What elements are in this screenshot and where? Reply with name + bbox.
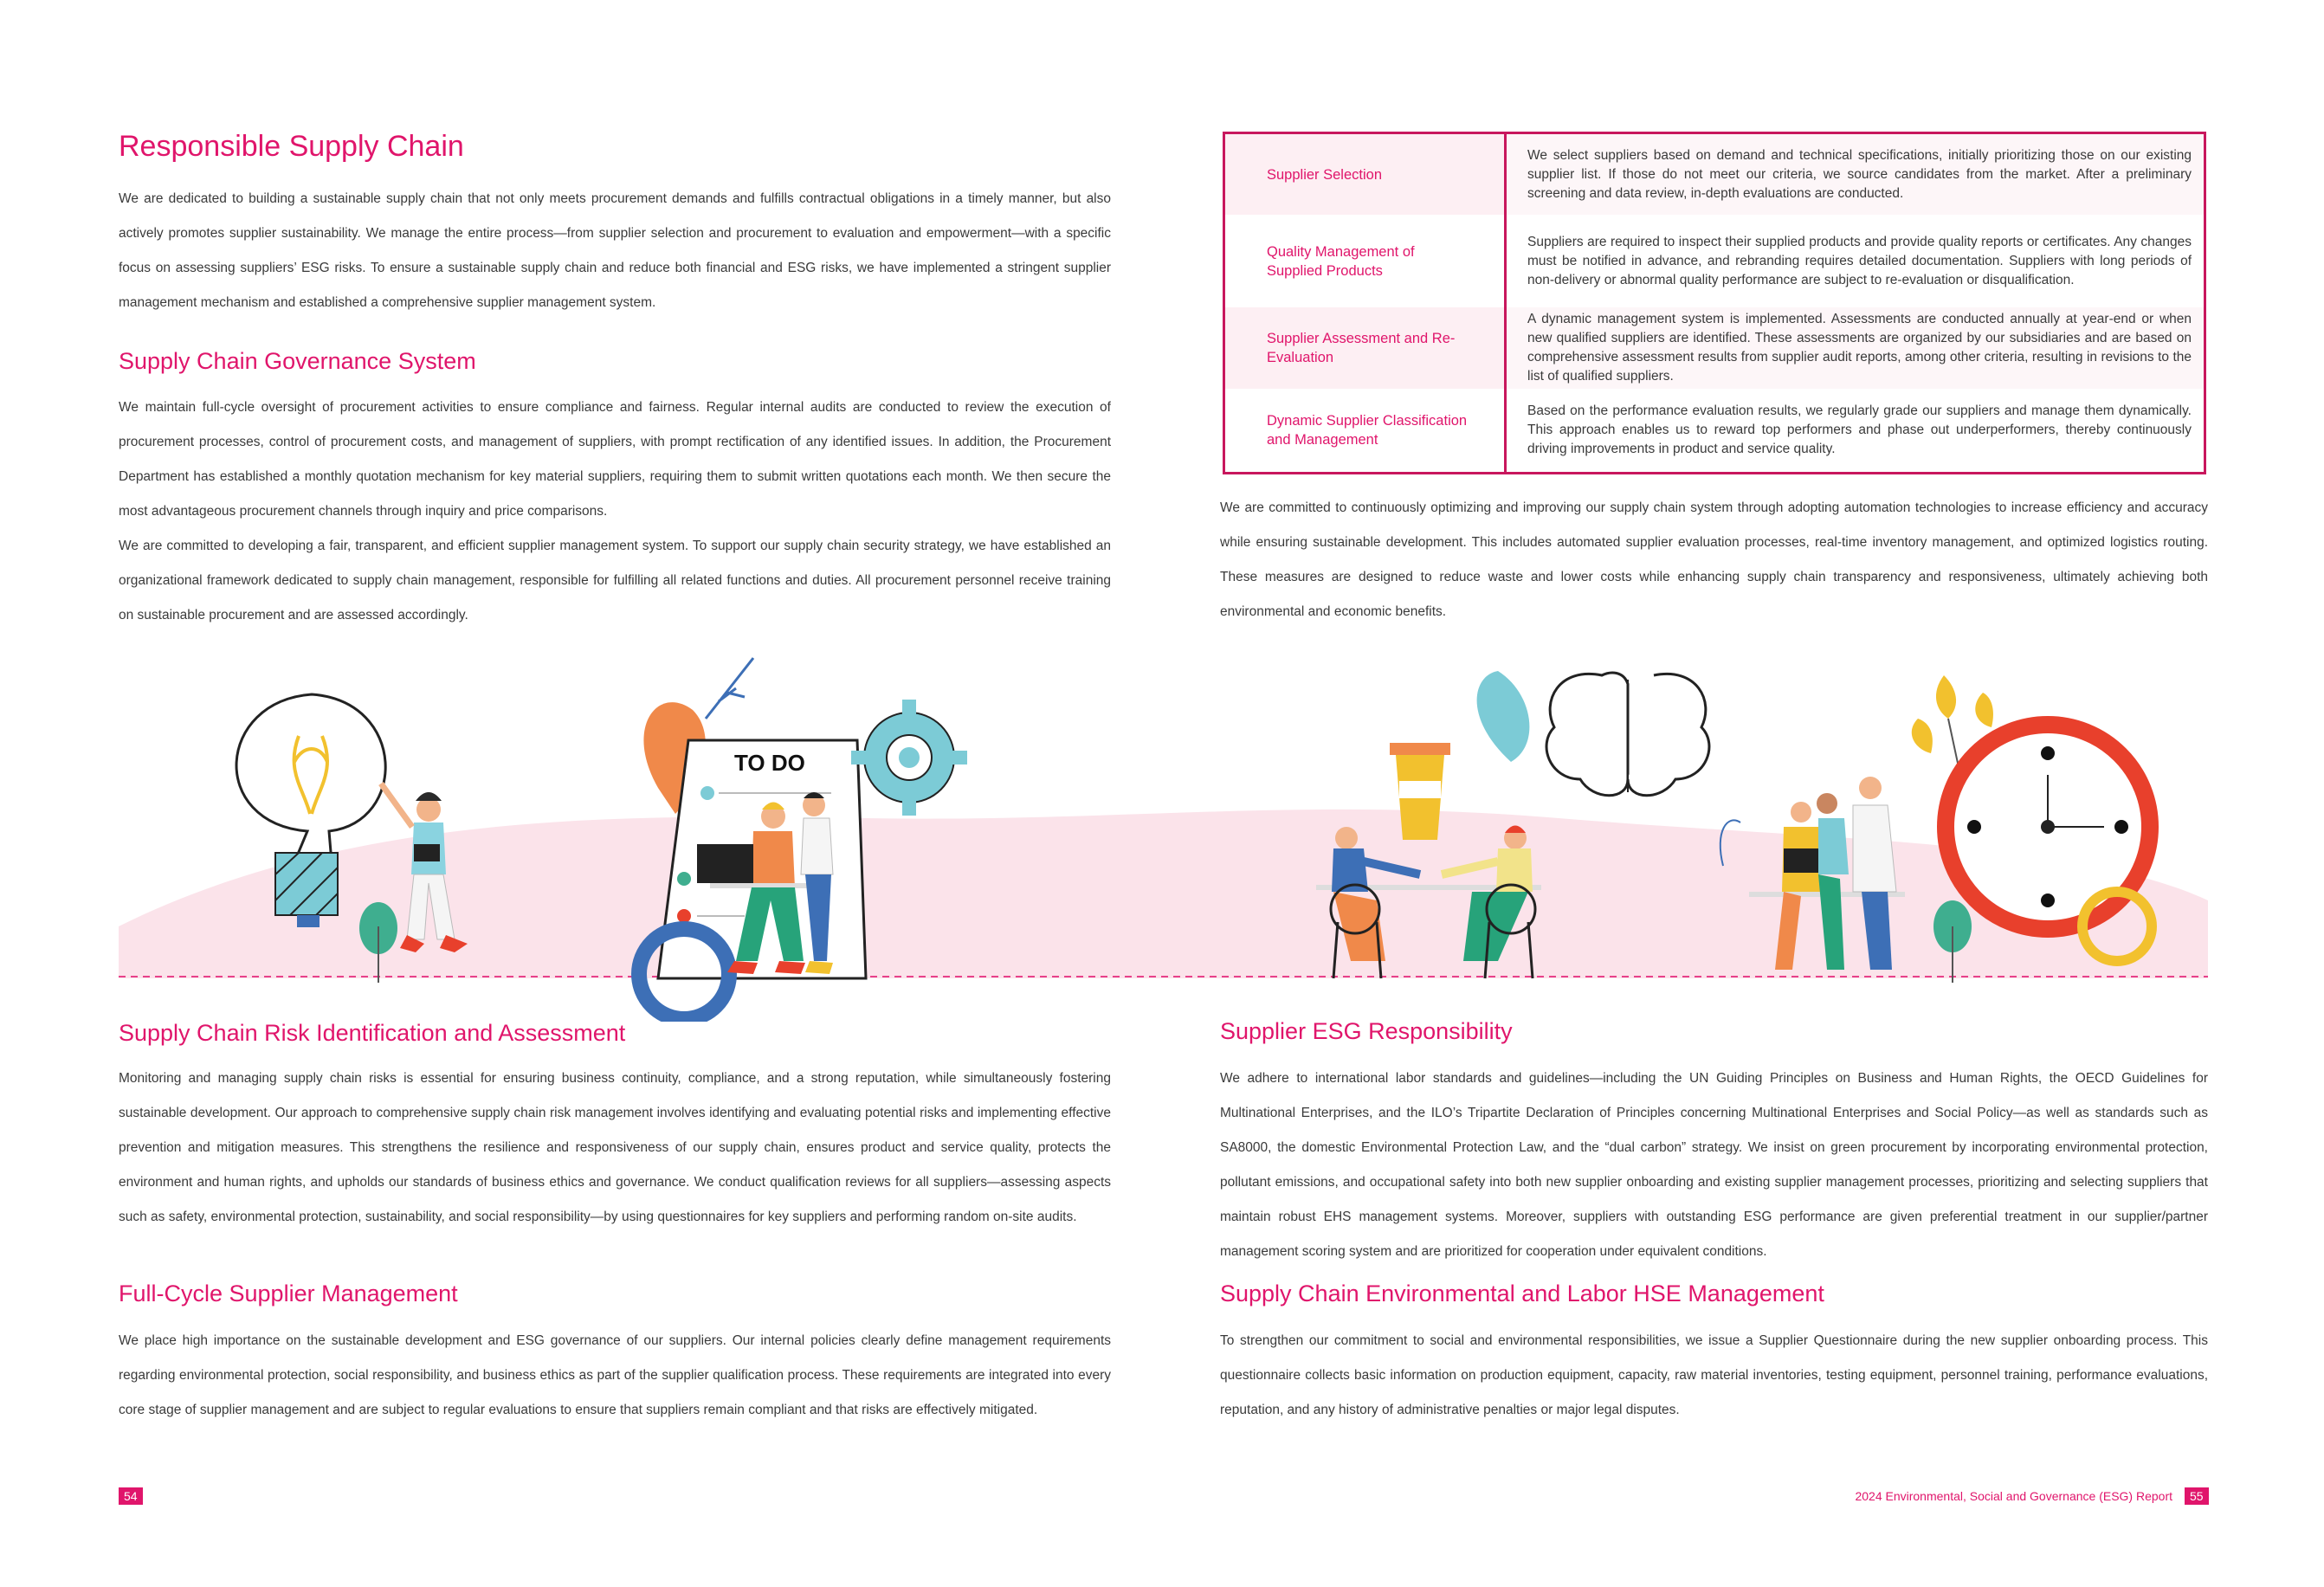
page-number-right: 55 [2185, 1487, 2209, 1505]
row-label: Dynamic Supplier Classification and Management [1267, 413, 1468, 448]
supplier-management-table [1223, 132, 2206, 474]
row-label: Quality Management of Supplied Products [1267, 243, 1415, 279]
table-row [1225, 134, 2204, 215]
page-number-left: 54 [119, 1487, 143, 1505]
row-text: Suppliers are required to inspect their supplied products and provide quality reports or certificates. Any changes must be notified in advance, and rebranding requires detailed documentation. Suppliers with long periods of non-delivery or abnormal quality performance are subject to re-evaluation or disqualification. [1504, 215, 2204, 307]
risk-heading: Supply Chain Risk Identification and Assessment [119, 1020, 626, 1046]
report-title: 2024 Environmental, Social and Governance (ESG) Report [1855, 1489, 2172, 1503]
fullcycle-paragraph [119, 1324, 1111, 1428]
governance-paragraph [119, 390, 1111, 633]
gear-icon [851, 700, 967, 816]
esg-heading: Supplier ESG Responsibility [1220, 1018, 1513, 1044]
clock-icon [1946, 725, 2150, 929]
governance-text-1: We maintain full-cycle oversight of procurement activities to ensure compliance and fairness. Regular internal audits are conducted to review the execution of procurement processes, control of procurement costs, and management of suppliers, with prompt rectification of any identified issues. In addition, the Procurement Department has established a monthly quotation mechanism for key material suppliers, requiring them to submit written quotations each month. We then secure the most advantageous procurement channels through inquiry and price comparisons. [119, 400, 1111, 519]
risk-text: Monitoring and managing supply chain risks is essential for ensuring business continuity, compliance, and a strong reputation, while simultaneously fostering sustainable development. Our approach to comprehensive supply chain risk management involves identifying and evaluating potential risks and implementing effective prevention and mitigation measures. This strengthens the resilience and responsiveness of our supply chain, ensures product and service quality, protects the environment and human rights, and upholds our standards of business ethics and governance. We conduct qualification reviews for all suppliers—assessing aspects such as safety, environmental protection, sustainability, and social responsibility—by using questionnaires for key suppliers and performing random on-site audits. [119, 1071, 1111, 1224]
brain-icon [1546, 673, 1709, 796]
governance-text-2: We are committed to developing a fair, transparent, and efficient supplier management system. To support our supply chain security strategy, we have established an organizational framework dedicated to supply chain management, responsible for fulfilling all related functions and duties. All procurement personnel receive training on sustainable procurement and are assessed accordingly. [119, 539, 1111, 623]
esg-paragraph [1220, 1061, 2208, 1269]
table-row [1225, 389, 2204, 472]
hse-text: To strengthen our commitment to social and environmental responsibilities, we issue a Supplier Questionnaire during the new supplier onboarding process. This questionnaire collects basic information on production equipment, capacity, raw material inventories, testing equipment, personnel training, performance evaluations, reputation, and any history of administrative penalties or major legal disputes. [1220, 1333, 2208, 1417]
risk-paragraph [119, 1061, 1111, 1235]
esg-text: We adhere to international labor standards and guidelines—including the UN Guiding Principles on Business and Human Rights, the OECD Guidelines for Multinational Enterprises, and the ILO’s Tripartite Declaration of Principles concerning Multinational Enterprises and Social Policy—as well as standards such as SA8000, the domestic Environmental Protection Law, and the “dual carbon” strategy. We insist on green procurement by incorporating environmental protection, pollutant emissions, and occupational safety into both new supplier onboarding and existing supplier management processes, prioritizing and selecting suppliers that maintain robust EHS management systems. Moreover, suppliers with outstanding ESG performance are given preferential treatment in our supplier/partner management scoring system and are prioritized for cooperation under equivalent conditions. [1220, 1071, 2208, 1259]
optimize-text: We are committed to continuously optimizing and improving our supply chain system through adopting automation technologies to increase efficiency and accuracy while ensuring sustainable development. This includes automated supplier evaluation processes, real-time inventory management, and optimized logistics routing. These measures are designed to reduce waste and lower costs while enhancing supply chain transparency and responsiveness, ultimately achieving both environmental and economic benefits. [1220, 500, 2208, 619]
intro-paragraph [119, 182, 1111, 320]
optimize-paragraph [1220, 491, 2208, 629]
row-label: Supplier Selection [1225, 134, 1504, 215]
table-row [1225, 307, 2204, 389]
table-row [1225, 215, 2204, 307]
hse-heading: Supply Chain Environmental and Labor HSE Management [1220, 1281, 1824, 1306]
page-title: Responsible Supply Chain [119, 130, 464, 163]
row-label: Supplier Assessment and Re-Evaluation [1225, 307, 1504, 389]
fullcycle-text: We place high importance on the sustainable development and ESG governance of our suppliers. Our internal policies clearly define management requirements regarding environmental protection, social responsibility, and business ethics as part of the supplier qualification process. These requirements are integrated into every core stage of supplier management and are subject to regular evaluations to ensure that suppliers remain compliant and that risks are effectively mitigated. [119, 1333, 1111, 1417]
hse-paragraph [1220, 1324, 2208, 1428]
row-text: Based on the performance evaluation results, we regularly grade our suppliers and manage them dynamically. This approach enables us to reward top performers and phase out underperformers, thereby continuously driving improvements in product and service quality. [1504, 389, 2204, 472]
leaf-icon [1477, 671, 1530, 762]
governance-heading: Supply Chain Governance System [119, 348, 476, 374]
fullcycle-heading: Full-Cycle Supplier Management [119, 1281, 458, 1306]
todo-label: TO DO [734, 750, 805, 776]
supply-chain-illustration [0, 641, 2324, 1022]
row-text: A dynamic management system is implemented. Assessments are conducted annually at year-end or when new qualified suppliers are identified. These assessments are organized by our subsidiaries and are based on comprehensive assessment results from supplier audit reports, among other criteria, resulting in revisions to the list of qualified suppliers. [1504, 307, 2204, 389]
row-text: We select suppliers based on demand and technical specifications, initially prioritizing those on our existing supplier list. If those do not meet our criteria, we source candidates from the market. After a preliminary screening and data review, in-depth evaluations are conducted. [1504, 134, 2204, 215]
intro-text: We are dedicated to building a sustainable supply chain that not only meets procurement demands and fulfills contractual obligations in a timely manner, but also actively promotes supplier sustainability. We manage the entire process—from supplier selection and procurement to evaluation and empowerment—with a specific focus on assessing suppliers’ ESG risks. To ensure a sustainable supply chain and reduce both financial and ESG risks, we have implemented a stringent supplier management mechanism and established a comprehensive supplier management system. [119, 191, 1111, 310]
